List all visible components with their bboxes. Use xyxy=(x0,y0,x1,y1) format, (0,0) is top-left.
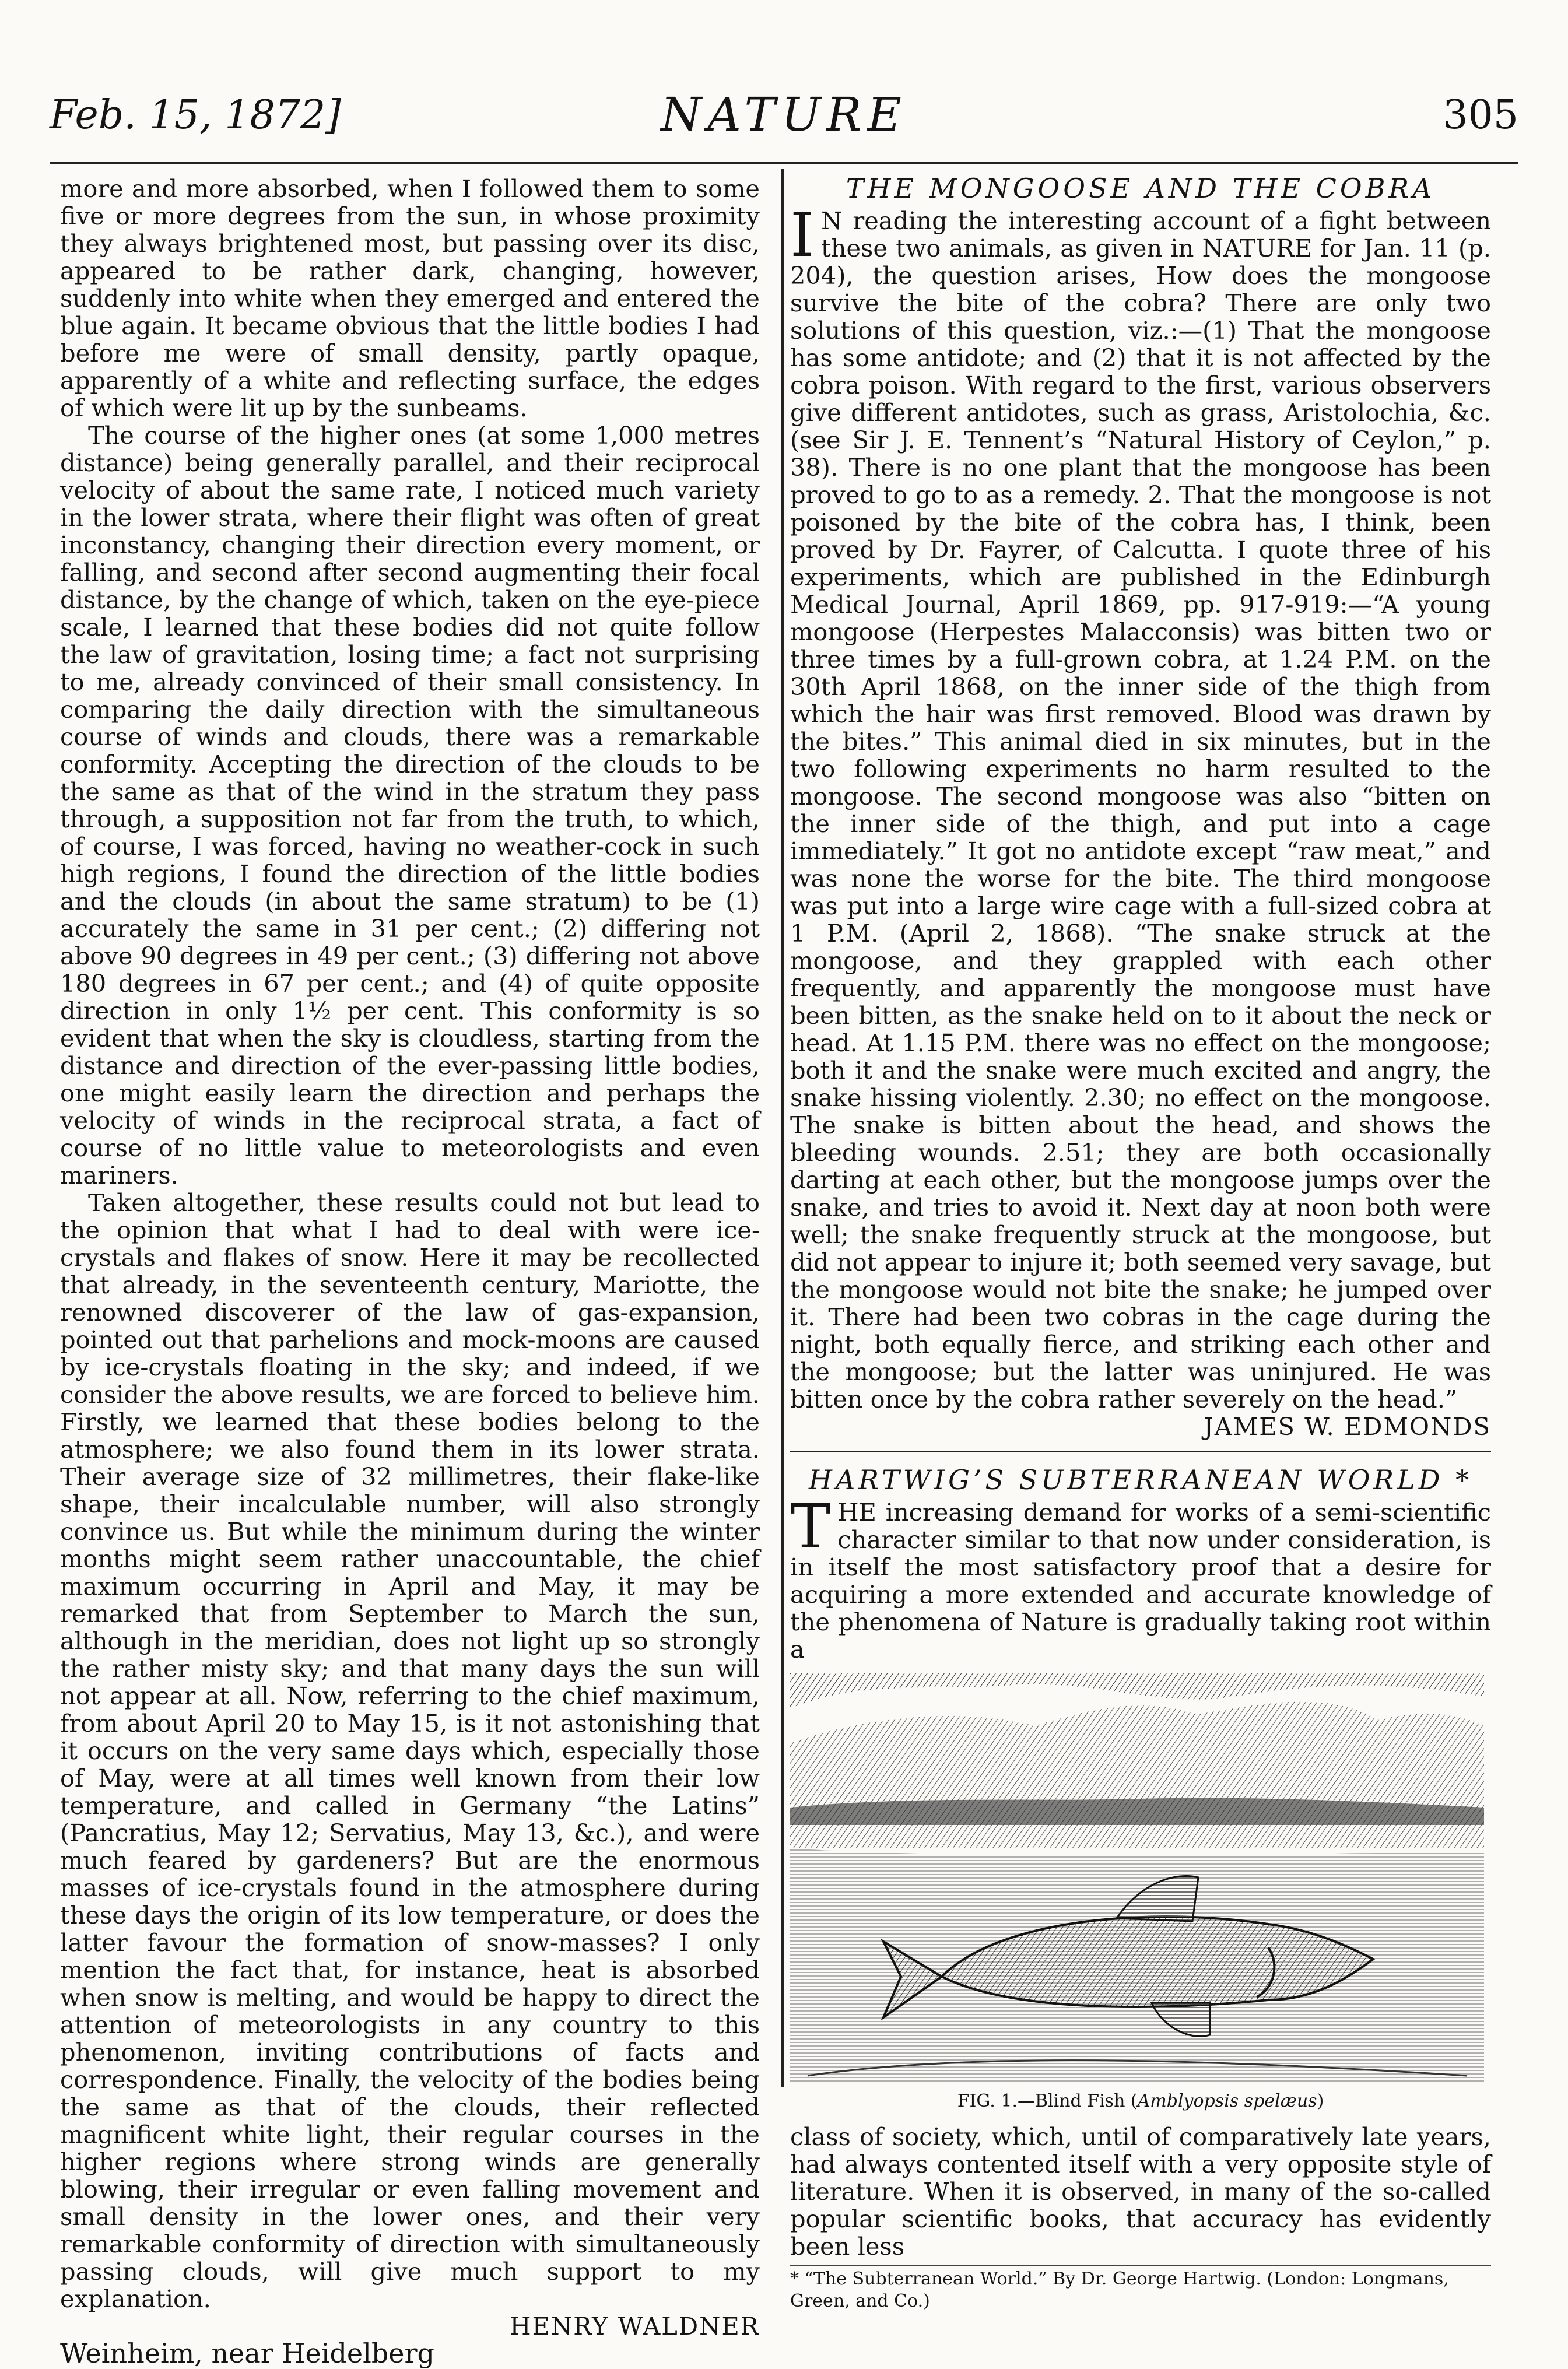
mongoose-signature: JAMES W. EDMONDS xyxy=(1204,1412,1491,1441)
right-column xyxy=(790,175,1491,2312)
mongoose-dropcap: I xyxy=(790,199,815,271)
caption-species: Amblyopsis spelæus xyxy=(1137,2091,1317,2111)
issue-date: Feb. 15, 1872] xyxy=(50,92,341,138)
page-header xyxy=(50,87,1518,152)
column-divider xyxy=(781,169,784,2087)
hartwig-dropcap: T xyxy=(790,1491,831,1562)
header-rule xyxy=(50,162,1518,164)
figure-caption xyxy=(790,2087,1491,2115)
mongoose-text: N reading the interesting account of a fight between these two animals, as given in NATURE for Jan. 11 (p. 204), the question arises, How does the mongoose survive the bite of the cobra? There are only two solutions of this question, viz.:—(1) That the mongoose has some antidote; and (2) that it is not affected by the cobra poison. With regard to the first, various observers give different antidotes, such as grass, Aristolochia, &c. (see Sir J. E. Tennent’s “Natural History of Ceylon,” p. 38). There is no one plant that the mongoose has been proved to go to as a remedy. 2. That the mongoose is not poisoned by the bite of the cobra has, I think, been proved by Dr. Fayrer, of Calcutta. I quote three of his experiments, which are published in the Edinburgh Medical Journal, April 1869, pp. 917-919:—“A young mongoose (Herpestes Malacconsis) was bitten two or three times by a full-grown cobra, at 1.24 P.M. on the 30th April 1868, on the inner side of the thigh from which the hair was first removed. Blood was drawn by the bites.” This animal died in six minutes, but in the two following experiments no harm resulted to the mongoose. The second mongoose was also “bitten on the inner side of the thigh, and put into a cage immediately.” It got no antidote except “raw meat,” and was none the worse for the bite. The third mongoose was put into a large wire cage with a full-sized cobra at 1 P.M. (April 2, 1868). “The snake struck at the mongoose, and they grappled with each other frequently, and apparently the mongoose must have been bitten, as the snake held on to it about the neck or head. At 1.15 P.M. there was no effect on the mongoose; both it and the snake were much excited and angry, the snake hissing violently. 2.30; no effect on the mongoose. The snake is bitten about the head, and shows the bleeding wounds. 2.51; they are both occasionally darting at each other, but the mongoose jumps over the snake, and tries to avoid it. Next day at noon both were well; the snake frequently struck at the mongoose, but did not appear to injure it; both seemed very savage, but the mongoose would not bite the snake; he jumped over it. There had been two cobras in the cage during the night, both equally fierce, and striking each other and the mongoose; but the latter was uninjured. He was bitten once by the cobra rather severely on the head.” xyxy=(790,206,1491,1413)
left-signature-row xyxy=(60,2312,760,2340)
hartwig-title: HARTWIG’S SUBTERRANEAN WORLD * xyxy=(808,1464,1473,1496)
blind-fish-figure xyxy=(790,1673,1491,2082)
hartwig-intro xyxy=(790,1491,1491,1663)
hartwig-intro-text: HE increasing demand for works of a semi-scientific character similar to that now under consideration, is in itself the most satisfactory proof that a desire for acquiring a more extended and accurate knowledge of the phenomena of Nature is gradually taking root within a xyxy=(790,1498,1491,1663)
caption-suffix: ) xyxy=(1317,2091,1324,2111)
blind-fish-illustration xyxy=(790,1673,1484,2082)
mongoose-body xyxy=(790,199,1491,1413)
hartwig-continuation: class of society, which, until of comparatively late years, had always contented itself with a very opposite style of literature. When it is observed, in many of the so-called popular scientific books, that accuracy has evidently been less xyxy=(790,2122,1491,2261)
left-paragraph-1: more and more absorbed, when I followed them to some five or more degrees from the sun, in whose proximity they always brightened most, but passing over its disc, appeared to be rather dark, changing, however, suddenly into white when they emerged and entered the blue again. It became obvious that the little bodies I had before me were of small density, partly opaque, apparently of a white and reflecting surface, the edges of which were lit up by the sunbeams. xyxy=(60,174,760,422)
journal-title: NATURE xyxy=(661,87,907,142)
section-rule xyxy=(790,1451,1491,1452)
mongoose-signature-row xyxy=(790,1413,1491,1440)
author-signature: HENRY WALDNER xyxy=(510,2312,760,2340)
page-number: 305 xyxy=(1443,92,1518,138)
footnote: * “The Subterranean World.” By Dr. George Hartwig. (London: Longmans, Green, and Co.) xyxy=(790,2265,1491,2312)
author-location: Weinheim, near Heidelberg xyxy=(60,2338,434,2369)
mongoose-title: THE MONGOOSE AND THE COBRA xyxy=(846,173,1436,204)
caption-prefix: FIG. 1.—Blind Fish ( xyxy=(957,2091,1138,2111)
left-column xyxy=(60,175,760,2367)
left-paragraph-3: Taken altogether, these results could not but lead to the opinion that what I had to deal with were ice-crystals and flakes of snow. Here it may be recollected that already, in the seventeenth century, Mariotte, the renowned discoverer of the law of gas-expansion, pointed out that parhelions and mock-moons are caused by ice-crystals floating in the sky; and indeed, if we consider the above results, we are forced to believe him. Firstly, we learned that these bodies belong to the atmosphere; we also found them in its lower strata. Their average size of 32 millimetres, their flake-like shape, their incalculable number, will also strongly convince us. But while the minimum during the winter months might seem rather unaccountable, the chief maximum occurring in April and May, it may be remarked that from September to March the sun, although in the meridian, does not light up so strongly the rather misty sky; and that many days the sun will not appear at all. Now, referring to the chief maximum, from about April 20 to May 15, is it not astonishing that it occurs on the very same days which, especially those of May, were at all times well known from their low temperature, and called in Germany “the Latins” (Pancratius, May 12; Servatius, May 13, &c.), and were much feared by gardeners? But are the enormous masses of ice-crystals found in the atmosphere during these days the origin of its low temperature, or does the latter favour the formation of snow-masses? I only mention the fact that, for instance, heat is absorbed when snow is melting, and would be happy to direct the attention of meteorologists in any country to this phenomenon, inviting contributions of facts and correspondence. Finally, the velocity of the bodies being the same as that of the clouds, their reflected magnificent white light, their regular courses in the higher regions where strong winds are generally blowing, their irregular or even falling movement and small density in the lower ones, and their very remarkable conformity of direction with simultaneously passing clouds, will give much support to my explanation. xyxy=(60,1188,760,2313)
left-paragraph-2: The course of the higher ones (at some 1,000 metres distance) being generally parallel, and their reciprocal velocity of about the same rate, I noticed much variety in the lower strata, where their flight was often of great inconstancy, changing their direction every moment, or falling, and second after second augmenting their focal distance, by the change of which, taken on the eye-piece scale, I learned that these bodies did not quite follow the law of gravitation, losing time; a fact not surprising to me, already convinced of their small consistency. In comparing the daily direction with the simultaneous course of winds and clouds, there was a remarkable conformity. Accepting the direction of the clouds to be the same as that of the wind in the stratum they pass through, a supposition not far from the truth, to which, of course, I was forced, having no weather-cock in such high regions, I found the direction of the little bodies and the clouds (in about the same stratum) to be (1) accurately the same in 31 per cent.; (2) differing not above 90 degrees in 49 per cent.; (3) differing not above 180 degrees in 67 per cent.; and (4) of quite opposite direction in only 1½ per cent. This conformity is so evident that when the sky is cloudless, starting from the distance and direction of the ever-passing little bodies, one might easily learn the direction and perhaps the velocity of winds in the reciprocal strata, a fact of course of no little value to meteorologists and even mariners. xyxy=(60,421,760,1189)
